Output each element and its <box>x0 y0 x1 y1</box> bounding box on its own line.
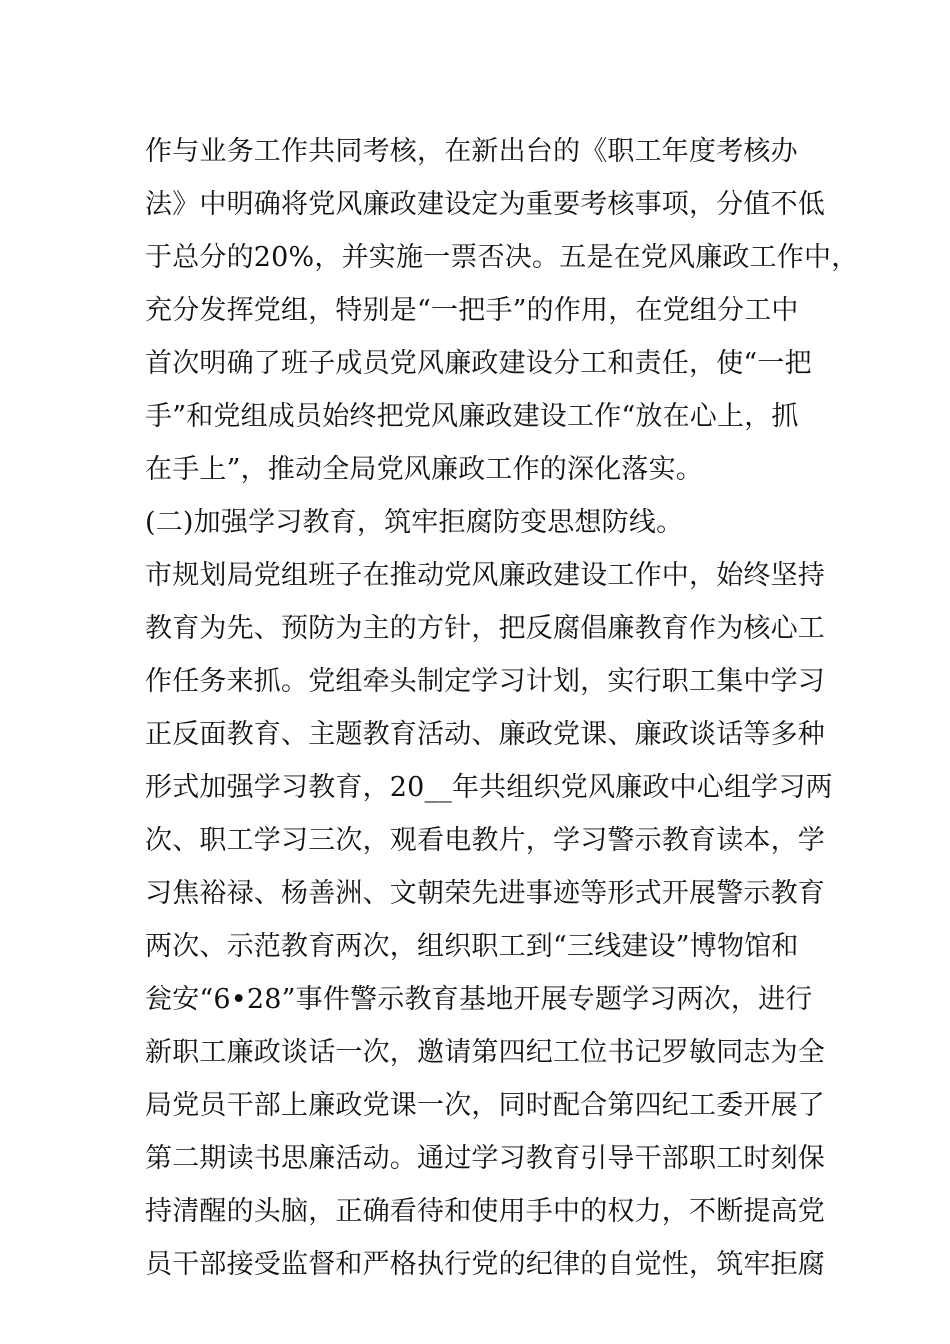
text-line: 两次、示范教育两次，组织职工到“三线建设”博物馆和 <box>145 931 799 962</box>
text-line: 正反面教育、主题教育活动、廉政党课、廉政谈话等多种 <box>145 719 825 750</box>
text-line: 首次明确了班子成员党风廉政建设分工和责任，使“一把 <box>145 348 812 379</box>
text-line: 习焦裕禄、杨善洲、文朝荣先进事迹等形式开展警示教育 <box>145 878 825 909</box>
text-line: 在手上”，推动全局党风廉政工作的深化落实。 <box>145 454 704 485</box>
text-line: 作任务来抓。党组牵头制定学习计划，实行职工集中学习 <box>145 666 825 697</box>
text-line: 员干部接受监督和严格执行党的纪律的自觉性，筑牢拒腐 <box>145 1249 825 1280</box>
text-line: 充分发挥党组，特别是“一把手”的作用，在党组分工中 <box>145 295 799 326</box>
document-body <box>145 125 859 1291</box>
text-line: 形式加强学习教育，20__年共组织党风廉政中心组学习两 <box>145 772 833 803</box>
section-heading: (二)加强学习教育，筑牢拒腐防变思想防线。 <box>145 507 684 538</box>
text-line: 第二期读书思廉活动。通过学习教育引导干部职工时刻保 <box>145 1143 825 1174</box>
text-line: 法》中明确将党风廉政建设定为重要考核事项，分值不低 <box>145 189 825 220</box>
text-line: 持清醒的头脑，正确看待和使用手中的权力，不断提高党 <box>145 1196 825 1227</box>
text-line: 瓮安“6•28”事件警示教育基地开展专题学习两次，进行 <box>145 984 813 1015</box>
text-line: 市规划局党组班子在推动党风廉政建设工作中，始终坚持 <box>145 560 825 591</box>
text-line: 手”和党组成员始终把党风廉政建设工作“放在心上，抓 <box>145 401 799 432</box>
text-line: 局党员干部上廉政党课一次，同时配合第四纪工委开展了 <box>145 1090 825 1121</box>
text-line: 次、职工学习三次，观看电教片，学习警示教育读本，学 <box>145 825 825 856</box>
text-line: 于总分的20%，并实施一票否决。五是在党风廉政工作中， <box>145 242 859 273</box>
text-line: 作与业务工作共同考核，在新出台的《职工年度考核办 <box>145 136 798 167</box>
text-line: 教育为先、预防为主的方针，把反腐倡廉教育作为核心工 <box>145 613 825 644</box>
text-line: 新职工廉政谈话一次，邀请第四纪工位书记罗敏同志为全 <box>145 1037 825 1068</box>
